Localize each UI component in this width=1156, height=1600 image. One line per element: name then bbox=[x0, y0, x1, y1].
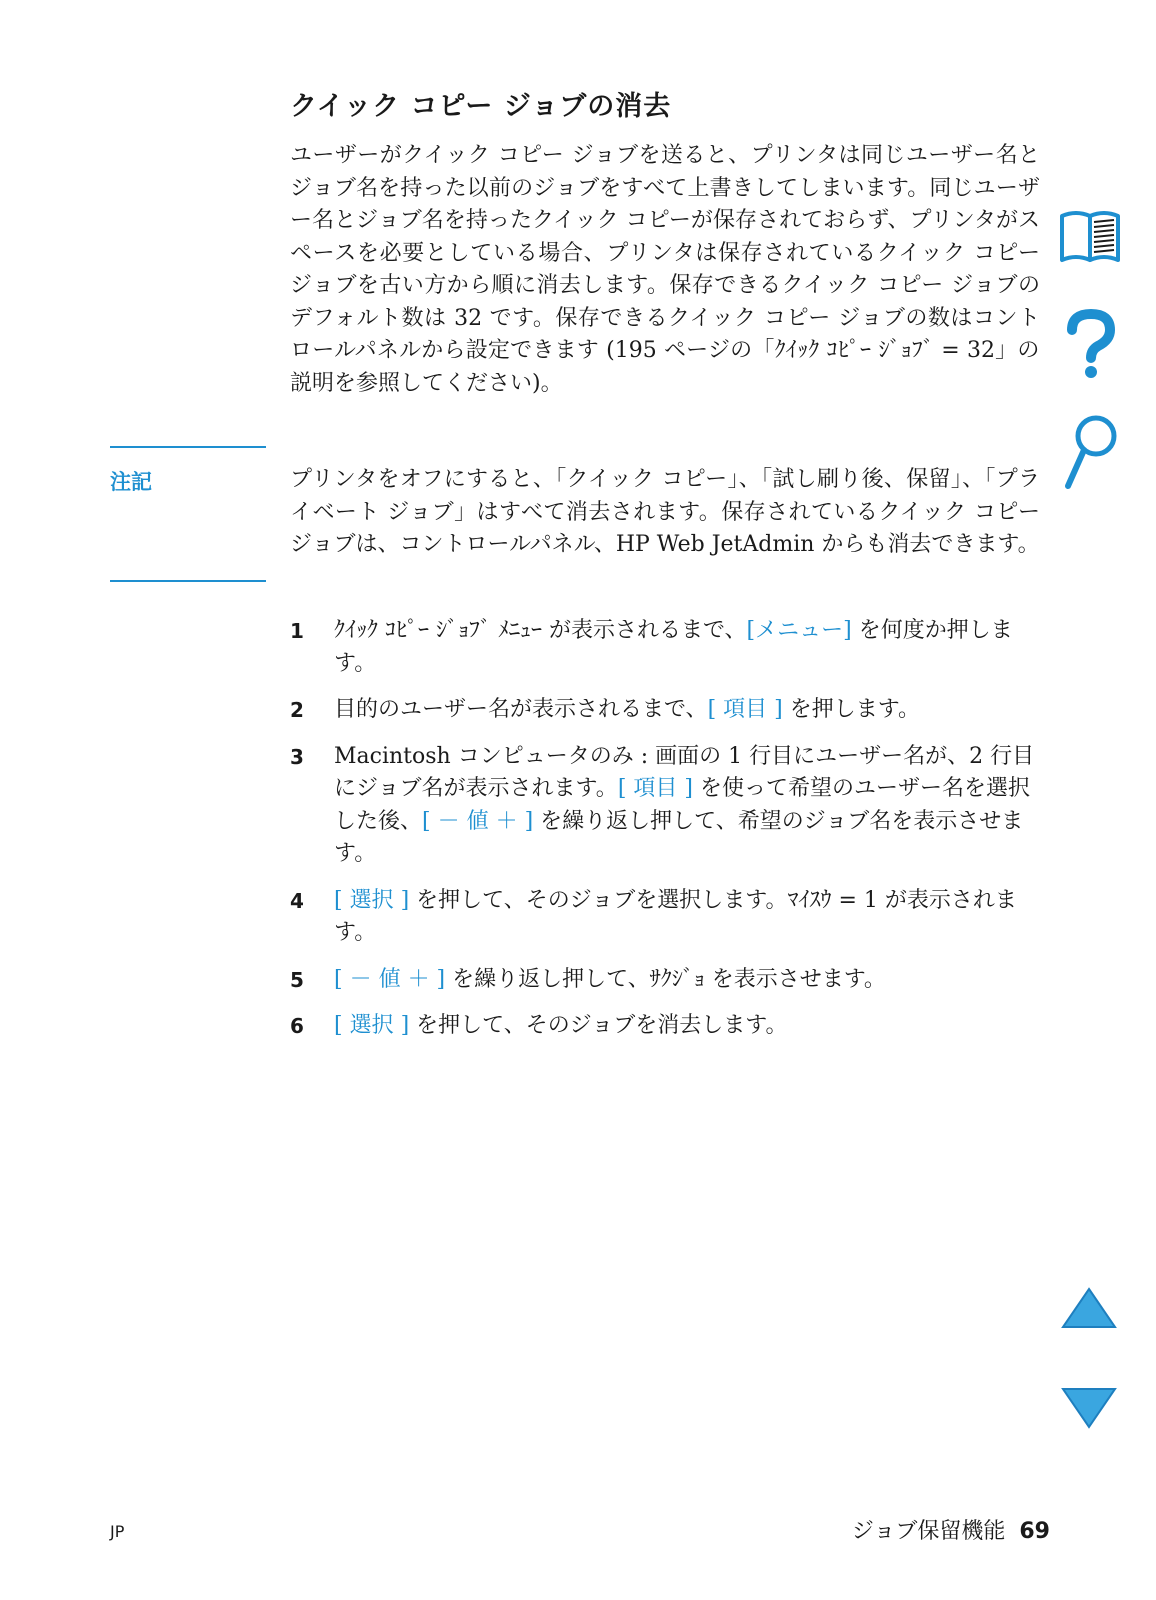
step-number: 2 bbox=[290, 698, 304, 722]
page-number: 69 bbox=[1019, 1519, 1050, 1544]
note-label: 注記 bbox=[110, 470, 152, 494]
step-text: を押して、そのジョブを選択します。ﾏｲｽｳ = 1 が表示されます。 bbox=[334, 887, 1017, 945]
step-text: を使って希望のユーザー名を選択した後、 bbox=[334, 776, 1030, 834]
step-item bbox=[290, 1010, 1050, 1043]
value-key: [ － 値 ＋ ] bbox=[422, 808, 534, 834]
section-heading: クイック コピー ジョブの消去 bbox=[290, 91, 672, 122]
step-item bbox=[290, 885, 1050, 950]
step-text: Macintosh コンピュータのみ : 画面の 1 行目にユーザー名が、2 行目にジョブ名が表示されます。 bbox=[334, 743, 1035, 801]
step-text: 目的のユーザー名が表示されるまで、 bbox=[334, 697, 708, 722]
step-item bbox=[290, 964, 1050, 997]
step-text: を押します。 bbox=[782, 697, 920, 722]
step-number: 1 bbox=[290, 619, 304, 643]
value-key: [ － 値 ＋ ] bbox=[334, 966, 446, 992]
step-number: 4 bbox=[290, 888, 304, 913]
footer-section-title: ジョブ保留機能 bbox=[851, 1519, 1006, 1544]
step-item bbox=[290, 741, 1050, 871]
select-key: [ 選択 ] bbox=[334, 887, 410, 913]
step-number: 3 bbox=[290, 744, 304, 769]
step-item bbox=[290, 694, 1050, 727]
note-bottom-rule bbox=[110, 580, 266, 582]
step-text: ｸｲｯｸ ｺﾋﾟｰ ｼﾞｮﾌﾞ ﾒﾆｭｰ が表示されるまで、 bbox=[334, 618, 747, 643]
note-top-rule bbox=[110, 446, 266, 448]
step-text: を繰り返し押して、ｻｸｼﾞｮ を表示させます。 bbox=[445, 966, 886, 992]
step-number: 6 bbox=[290, 1014, 304, 1038]
footer-language: JP bbox=[110, 1522, 125, 1541]
note-text: プリンタをオフにすると、「クイック コピー」、「試し刷り後、保留」、「プライベート ジョブ」はすべて消去されます。保存されているクイック コピー ジョブは、コントロールパネル、HP Web JetAdmin からも消去できます。 bbox=[290, 467, 1040, 557]
step-text: を繰り返し押して、希望のジョブ名を表示させます。 bbox=[334, 808, 1024, 866]
step-text: を何度か押します。 bbox=[334, 618, 1013, 676]
step-text: を押して、そのジョブを消去します。 bbox=[409, 1013, 788, 1038]
page-down-icon[interactable] bbox=[1060, 1386, 1118, 1430]
page-up-icon[interactable] bbox=[1060, 1286, 1118, 1330]
step-item bbox=[290, 615, 1050, 680]
step-number: 5 bbox=[290, 967, 304, 992]
menu-key: [メニュー] bbox=[746, 618, 852, 643]
question-icon[interactable] bbox=[1058, 308, 1124, 382]
item-key: [ 項目 ] bbox=[617, 776, 693, 801]
book-icon[interactable] bbox=[1058, 208, 1124, 266]
magnifier-icon[interactable] bbox=[1058, 412, 1124, 492]
intro-paragraph: ユーザーがクイック コピー ジョブを送ると、プリンタは同じユーザー名とジョブ名を持った以前のジョブをすべて上書きしてしまいます。同じユーザー名とジョブ名を持ったクイック コピーが保存されておらず、プリンタがスペースを必要としている場合、プリンタは保存されているクイック コピー ジョブを古い方から順に消去します。保存できるクイック コピー ジョブのデフォルト数は 32 です。保存できるクイック コピー ジョブの数はコントロールパネルから設定できます (195 ページの「ｸｲｯｸ ｺﾋﾟｰ ｼﾞｮﾌﾞ = 32」の説明を参照してください)。 bbox=[290, 143, 1040, 396]
item-key: [ 項目 ] bbox=[707, 697, 783, 722]
steps-list bbox=[290, 615, 1050, 1057]
select-key: [ 選択 ] bbox=[334, 1013, 410, 1038]
footer-section bbox=[852, 1514, 1050, 1545]
